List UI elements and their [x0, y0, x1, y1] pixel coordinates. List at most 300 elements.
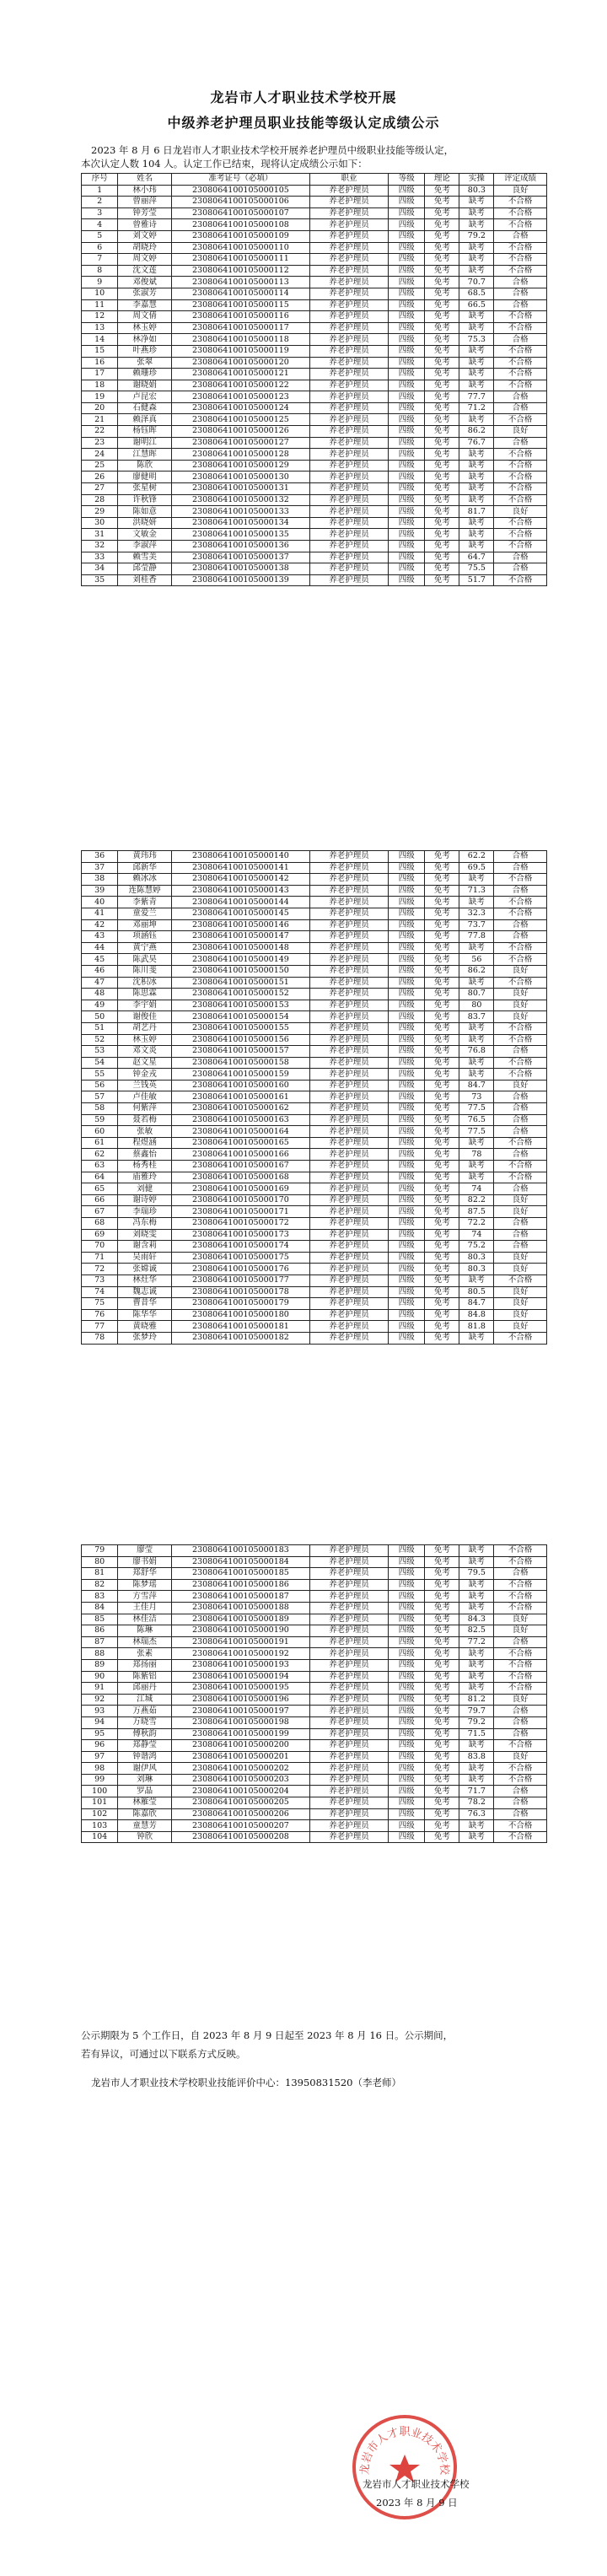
table-row	[82, 1126, 547, 1138]
table-cell: 42	[82, 919, 118, 931]
table-cell: 良好	[494, 1206, 547, 1218]
table-cell: 免考	[425, 1103, 459, 1115]
table-cell: 84.7	[459, 1080, 494, 1091]
table-cell: 免考	[425, 1797, 459, 1809]
table-cell: 2308064100105000110	[171, 242, 309, 254]
table-cell: 2308064100105000113	[171, 277, 309, 288]
table-cell: 钟谐鸿	[118, 1751, 172, 1763]
table-cell: 2308064100105000149	[171, 954, 309, 966]
table-cell: 养老护理员	[309, 254, 388, 266]
table-cell: 钟金戎	[118, 1069, 172, 1081]
table-row	[82, 402, 547, 414]
table-cell: 养老护理员	[309, 1706, 388, 1717]
table-cell: 免考	[425, 1011, 459, 1023]
table-cell: 2308064100105000140	[171, 851, 309, 863]
table-cell: 免考	[425, 1659, 459, 1671]
table-cell: 53	[82, 1046, 118, 1058]
table-cell: 2308064100105000164	[171, 1126, 309, 1138]
table-row	[82, 1636, 547, 1648]
table-cell: 免考	[425, 1114, 459, 1126]
table-cell: 免考	[425, 437, 459, 449]
table-cell: 不合格	[494, 977, 547, 989]
table-cell: 免考	[425, 472, 459, 483]
table-cell: 陈琳	[118, 1625, 172, 1637]
table-cell: 56	[82, 1080, 118, 1091]
table-cell: 免考	[425, 345, 459, 357]
table-cell: 2308064100105000135	[171, 529, 309, 541]
table-cell: 免考	[425, 299, 459, 311]
table-cell: 76.7	[459, 437, 494, 449]
table-row	[82, 1069, 547, 1081]
table-cell: 合格	[494, 862, 547, 874]
table-cell: 51.7	[459, 574, 494, 586]
table-cell: 四级	[389, 1103, 425, 1115]
table-cell: 68	[82, 1218, 118, 1230]
table-cell: 免考	[425, 942, 459, 954]
table-cell: 赖雪美	[118, 552, 172, 563]
table-cell: 李瑞珍	[118, 1206, 172, 1218]
table-cell: 四级	[389, 1114, 425, 1126]
table-row	[82, 1568, 547, 1580]
table-cell: 免考	[425, 391, 459, 403]
table-cell: 30	[82, 517, 118, 529]
table-cell: 36	[82, 851, 118, 863]
table-cell: 缺考	[459, 1659, 494, 1671]
table-row	[82, 1556, 547, 1568]
table-cell: 四级	[389, 1137, 425, 1149]
table-cell: 养老护理员	[309, 414, 388, 426]
table-cell: 免考	[425, 1728, 459, 1740]
table-cell: 免考	[425, 541, 459, 552]
table-cell: 胡艺丹	[118, 1022, 172, 1034]
table-cell: 2308064100105000105	[171, 185, 309, 197]
table-cell: 养老护理员	[309, 345, 388, 357]
table-cell: 免考	[425, 1332, 459, 1344]
table-cell: 四级	[389, 1321, 425, 1333]
table-header-row	[82, 174, 547, 186]
table-cell: 四级	[389, 1286, 425, 1298]
title-line-1: 龙岩市人才职业技术学校开展	[210, 89, 397, 105]
table-cell: 四级	[389, 1161, 425, 1172]
table-cell: 免考	[425, 1264, 459, 1275]
table-cell: 养老护理员	[309, 1321, 388, 1333]
table-cell: 四级	[389, 1706, 425, 1717]
table-cell: 合格	[494, 931, 547, 943]
table-cell: 刘琳	[118, 1774, 172, 1786]
table-cell: 四级	[389, 1820, 425, 1832]
table-row	[82, 1172, 547, 1183]
table-cell: 免考	[425, 1556, 459, 1568]
table-cell: 合格	[494, 1103, 547, 1115]
table-cell: 四级	[389, 426, 425, 438]
table-cell: 杨秀桂	[118, 1161, 172, 1172]
table-row	[82, 874, 547, 886]
table-cell: 刘文婷	[118, 230, 172, 242]
table-cell: 免考	[425, 1568, 459, 1580]
table-cell: 缺考	[459, 311, 494, 323]
table-cell: 合格	[494, 288, 547, 299]
table-cell: 合格	[494, 552, 547, 563]
table-cell: 养老护理员	[309, 552, 388, 563]
table-cell: 童爱兰	[118, 908, 172, 919]
table-cell: 33	[82, 552, 118, 563]
table-cell: 2308064100105000145	[171, 908, 309, 919]
table-cell: 2308064100105000176	[171, 1264, 309, 1275]
table-cell: 养老护理员	[309, 1286, 388, 1298]
table-cell: 四级	[389, 506, 425, 518]
table-cell: 养老护理员	[309, 1602, 388, 1614]
table-cell: 58	[82, 1103, 118, 1115]
table-cell: 2308064100105000152	[171, 989, 309, 1000]
table-cell: 兰钱英	[118, 1080, 172, 1091]
table-cell: 不合格	[494, 517, 547, 529]
table-cell: 免考	[425, 1286, 459, 1298]
table-cell: 四级	[389, 1614, 425, 1625]
table-row	[82, 345, 547, 357]
table-cell: 75.5	[459, 563, 494, 575]
table-cell: 免考	[425, 322, 459, 334]
table-cell: 免考	[425, 449, 459, 461]
table-cell: 2308064100105000154	[171, 1011, 309, 1023]
table-cell: 免考	[425, 919, 459, 931]
table-cell: 养老护理员	[309, 1625, 388, 1637]
table-cell: 四级	[389, 1229, 425, 1241]
table-cell: 免考	[425, 874, 459, 886]
table-cell: 罗晶	[118, 1786, 172, 1797]
table-cell: 合格	[494, 230, 547, 242]
table-cell: 养老护理员	[309, 965, 388, 977]
table-cell: 合格	[494, 1808, 547, 1820]
table-cell: 养老护理员	[309, 1126, 388, 1138]
score-table-page-2	[81, 850, 547, 1345]
table-cell: 四级	[389, 322, 425, 334]
table-row	[82, 885, 547, 897]
table-cell: 80	[82, 1556, 118, 1568]
table-cell: 不合格	[494, 1659, 547, 1671]
table-cell: 李宇娟	[118, 1000, 172, 1011]
table-cell: 缺考	[459, 1172, 494, 1183]
table-cell: 养老护理员	[309, 288, 388, 299]
table-cell: 免考	[425, 574, 459, 586]
table-cell: 缺考	[459, 1648, 494, 1660]
table-cell: 2308064100105000132	[171, 494, 309, 506]
table-cell: 免考	[425, 1321, 459, 1333]
table-cell: 85	[82, 1614, 118, 1625]
table-cell: 不合格	[494, 254, 547, 266]
table-row	[82, 1161, 547, 1172]
table-cell: 2308064100105000106	[171, 197, 309, 208]
table-row	[82, 1694, 547, 1706]
table-cell: 2308064100105000178	[171, 1286, 309, 1298]
table-cell: 养老护理员	[309, 391, 388, 403]
table-cell: 不合格	[494, 529, 547, 541]
table-cell: 免考	[425, 230, 459, 242]
table-cell: 74	[82, 1286, 118, 1298]
table-cell: 免考	[425, 851, 459, 863]
table-cell: 良好	[494, 506, 547, 518]
table-cell: 不合格	[494, 574, 547, 586]
table-cell: 养老护理员	[309, 1046, 388, 1058]
table-cell: 四级	[389, 1298, 425, 1310]
table-cell: 2308064100105000147	[171, 931, 309, 943]
table-cell: 四级	[389, 242, 425, 254]
seal-text: 龙岩市人才职业技术学校	[358, 2426, 451, 2476]
table-cell: 养老护理员	[309, 277, 388, 288]
table-cell: 不合格	[494, 954, 547, 966]
table-cell: 不合格	[494, 1591, 547, 1603]
table-cell: 101	[82, 1797, 118, 1809]
table-cell: 2308064100105000156	[171, 1034, 309, 1046]
table-cell: 四级	[389, 1011, 425, 1023]
table-row	[82, 1728, 547, 1740]
table-cell: 2308064100105000118	[171, 334, 309, 346]
table-cell: 良好	[494, 1625, 547, 1637]
table-cell: 2308064100105000143	[171, 885, 309, 897]
table-cell: 不合格	[494, 1275, 547, 1286]
table-cell: 2308064100105000195	[171, 1683, 309, 1695]
table-cell: 83.7	[459, 1011, 494, 1023]
table-row	[82, 1716, 547, 1728]
table-row	[82, 1808, 547, 1820]
table-row	[82, 254, 547, 266]
table-cell: 四级	[389, 1568, 425, 1580]
table-cell: 邓文炎	[118, 1046, 172, 1058]
table-cell: 四级	[389, 494, 425, 506]
table-cell: 2308064100105000123	[171, 391, 309, 403]
table-cell: 44	[82, 942, 118, 954]
table-cell: 不合格	[494, 1069, 547, 1081]
table-cell: 免考	[425, 288, 459, 299]
table-cell: 77.8	[459, 931, 494, 943]
table-cell: 77.5	[459, 1126, 494, 1138]
table-row	[82, 919, 547, 931]
table-cell: 15	[82, 345, 118, 357]
table-cell: 合格	[494, 1149, 547, 1161]
table-cell: 免考	[425, 1080, 459, 1091]
table-cell: 66.5	[459, 299, 494, 311]
table-cell: 77.2	[459, 1636, 494, 1648]
table-cell: 2308064100105000122	[171, 380, 309, 391]
table-cell: 养老护理员	[309, 1579, 388, 1591]
table-cell: 四级	[389, 1275, 425, 1286]
table-cell: 养老护理员	[309, 885, 388, 897]
table-cell: 71.3	[459, 885, 494, 897]
table-cell: 2308064100105000116	[171, 311, 309, 323]
table-cell: 不合格	[494, 1579, 547, 1591]
table-cell: 不合格	[494, 1556, 547, 1568]
table-cell: 2308064100105000197	[171, 1706, 309, 1717]
table-cell: 免考	[425, 1194, 459, 1206]
table-row	[82, 851, 547, 863]
table-cell: 2308064100105000107	[171, 207, 309, 219]
table-cell: 曹昔华	[118, 1298, 172, 1310]
table-cell: 四级	[389, 989, 425, 1000]
table-cell: 29	[82, 506, 118, 518]
table-cell: 良好	[494, 185, 547, 197]
table-cell: 周文倩	[118, 311, 172, 323]
table-cell: 养老护理员	[309, 472, 388, 483]
table-cell: 四级	[389, 1545, 425, 1557]
table-cell: 赖冰冰	[118, 874, 172, 886]
table-row	[82, 1831, 547, 1843]
table-cell: 不合格	[494, 1022, 547, 1034]
table-cell: 缺考	[459, 369, 494, 380]
table-row	[82, 1659, 547, 1671]
table-cell: 不合格	[494, 1332, 547, 1344]
table-cell: 缺考	[459, 265, 494, 277]
table-cell: 四级	[389, 1034, 425, 1046]
table-row	[82, 1298, 547, 1310]
table-cell: 不合格	[494, 1057, 547, 1069]
table-cell: 37	[82, 862, 118, 874]
table-cell: 四级	[389, 1648, 425, 1660]
table-cell: 免考	[425, 1046, 459, 1058]
table-cell: 32	[82, 541, 118, 552]
table-header-cell: 等级	[389, 174, 425, 186]
table-row	[82, 1011, 547, 1023]
table-cell: 22	[82, 426, 118, 438]
table-cell: 林瑞杰	[118, 1636, 172, 1648]
table-cell: 四级	[389, 1763, 425, 1775]
table-cell: 曾丽萍	[118, 197, 172, 208]
table-cell: 2308064100105000134	[171, 517, 309, 529]
table-header-cell: 准考证号（必填）	[171, 174, 309, 186]
table-cell: 免考	[425, 1786, 459, 1797]
table-cell: 78	[459, 1149, 494, 1161]
table-cell: 张梦玲	[118, 1332, 172, 1344]
table-cell: 1	[82, 185, 118, 197]
table-row	[82, 1206, 547, 1218]
table-cell: 不合格	[494, 1831, 547, 1843]
table-row	[82, 1000, 547, 1011]
table-cell: 合格	[494, 1728, 547, 1740]
table-cell: 不合格	[494, 1161, 547, 1172]
table-cell: 免考	[425, 563, 459, 575]
table-cell: 合格	[494, 563, 547, 575]
table-row	[82, 1591, 547, 1603]
table-cell: 免考	[425, 931, 459, 943]
table-cell: 合格	[494, 1218, 547, 1230]
table-cell: 养老护理员	[309, 1614, 388, 1625]
title-line-2: 中级养老护理员职业技能等级认定成绩公示	[167, 115, 440, 131]
table-cell: 80.7	[459, 989, 494, 1000]
table-row	[82, 1579, 547, 1591]
table-cell: 缺考	[459, 1763, 494, 1775]
table-cell: 林玉婷	[118, 322, 172, 334]
table-cell: 江慧晖	[118, 449, 172, 461]
table-cell: 83.8	[459, 1751, 494, 1763]
table-cell: 98	[82, 1763, 118, 1775]
table-cell: 四级	[389, 517, 425, 529]
table-cell: 55	[82, 1069, 118, 1081]
table-cell: 李紫青	[118, 897, 172, 908]
table-cell: 邓俊斌	[118, 277, 172, 288]
table-cell: 良好	[494, 1751, 547, 1763]
table-row	[82, 472, 547, 483]
table-cell: 养老护理员	[309, 919, 388, 931]
table-cell: 四级	[389, 1022, 425, 1034]
table-cell: 四级	[389, 483, 425, 495]
table-cell: 郑静莹	[118, 1740, 172, 1752]
table-cell: 2308064100105000161	[171, 1091, 309, 1103]
table-row	[82, 414, 547, 426]
table-row	[82, 965, 547, 977]
table-cell: 四级	[389, 1556, 425, 1568]
table-cell: 养老护理员	[309, 483, 388, 495]
table-cell: 陈梦瑶	[118, 1579, 172, 1591]
table-row	[82, 1786, 547, 1797]
table-cell: 合格	[494, 1046, 547, 1058]
table-cell: 缺考	[459, 380, 494, 391]
table-cell: 缺考	[459, 1820, 494, 1832]
table-cell: 张素	[118, 1648, 172, 1660]
table-cell: 免考	[425, 1183, 459, 1195]
table-cell: 不合格	[494, 908, 547, 919]
table-cell: 免考	[425, 1579, 459, 1591]
table-cell: 良好	[494, 1694, 547, 1706]
table-cell: 养老护理员	[309, 242, 388, 254]
table-cell: 合格	[494, 1786, 547, 1797]
table-cell: 不合格	[494, 1774, 547, 1786]
table-row	[82, 197, 547, 208]
table-cell: 2308064100105000153	[171, 1000, 309, 1011]
table-cell: 免考	[425, 1034, 459, 1046]
table-cell: 养老护理员	[309, 517, 388, 529]
table-cell: 张淑芳	[118, 288, 172, 299]
table-cell: 2308064100105000114	[171, 288, 309, 299]
table-cell: 不合格	[494, 265, 547, 277]
table-cell: 2308064100105000179	[171, 1298, 309, 1310]
table-cell: 杨钰晖	[118, 426, 172, 438]
table-cell: 养老护理员	[309, 1751, 388, 1763]
table-cell: 35	[82, 574, 118, 586]
table-cell: 不合格	[494, 219, 547, 231]
table-cell: 养老护理员	[309, 977, 388, 989]
table-cell: 83	[82, 1591, 118, 1603]
table-cell: 2308064100105000162	[171, 1103, 309, 1115]
table-cell: 不合格	[494, 449, 547, 461]
table-cell: 养老护理员	[309, 1194, 388, 1206]
table-cell: 64	[82, 1172, 118, 1183]
table-cell: 缺考	[459, 1774, 494, 1786]
table-cell: 四级	[389, 1659, 425, 1671]
table-cell: 良好	[494, 1252, 547, 1264]
table-cell: 养老护理员	[309, 1786, 388, 1797]
table-cell: 四级	[389, 1264, 425, 1275]
table-cell: 养老护理员	[309, 185, 388, 197]
table-cell: 谢含莉	[118, 1241, 172, 1253]
table-cell: 76	[82, 1309, 118, 1321]
table-cell: 2308064100105000208	[171, 1831, 309, 1843]
table-cell: 四级	[389, 299, 425, 311]
table-cell: 缺考	[459, 942, 494, 954]
table-cell: 缺考	[459, 529, 494, 541]
table-cell: 卢佳敏	[118, 1091, 172, 1103]
table-cell: 缺考	[459, 1579, 494, 1591]
table-cell: 2308064100105000119	[171, 345, 309, 357]
table-cell: 良好	[494, 1321, 547, 1333]
table-cell: 免考	[425, 1252, 459, 1264]
table-cell: 陈思霖	[118, 989, 172, 1000]
table-cell: 养老护理员	[309, 311, 388, 323]
table-cell: 养老护理员	[309, 1218, 388, 1230]
table-row	[82, 288, 547, 299]
table-cell: 缺考	[459, 483, 494, 495]
table-cell: 四级	[389, 1194, 425, 1206]
table-cell: 41	[82, 908, 118, 919]
table-cell: 免考	[425, 506, 459, 518]
table-cell: 养老护理员	[309, 460, 388, 472]
